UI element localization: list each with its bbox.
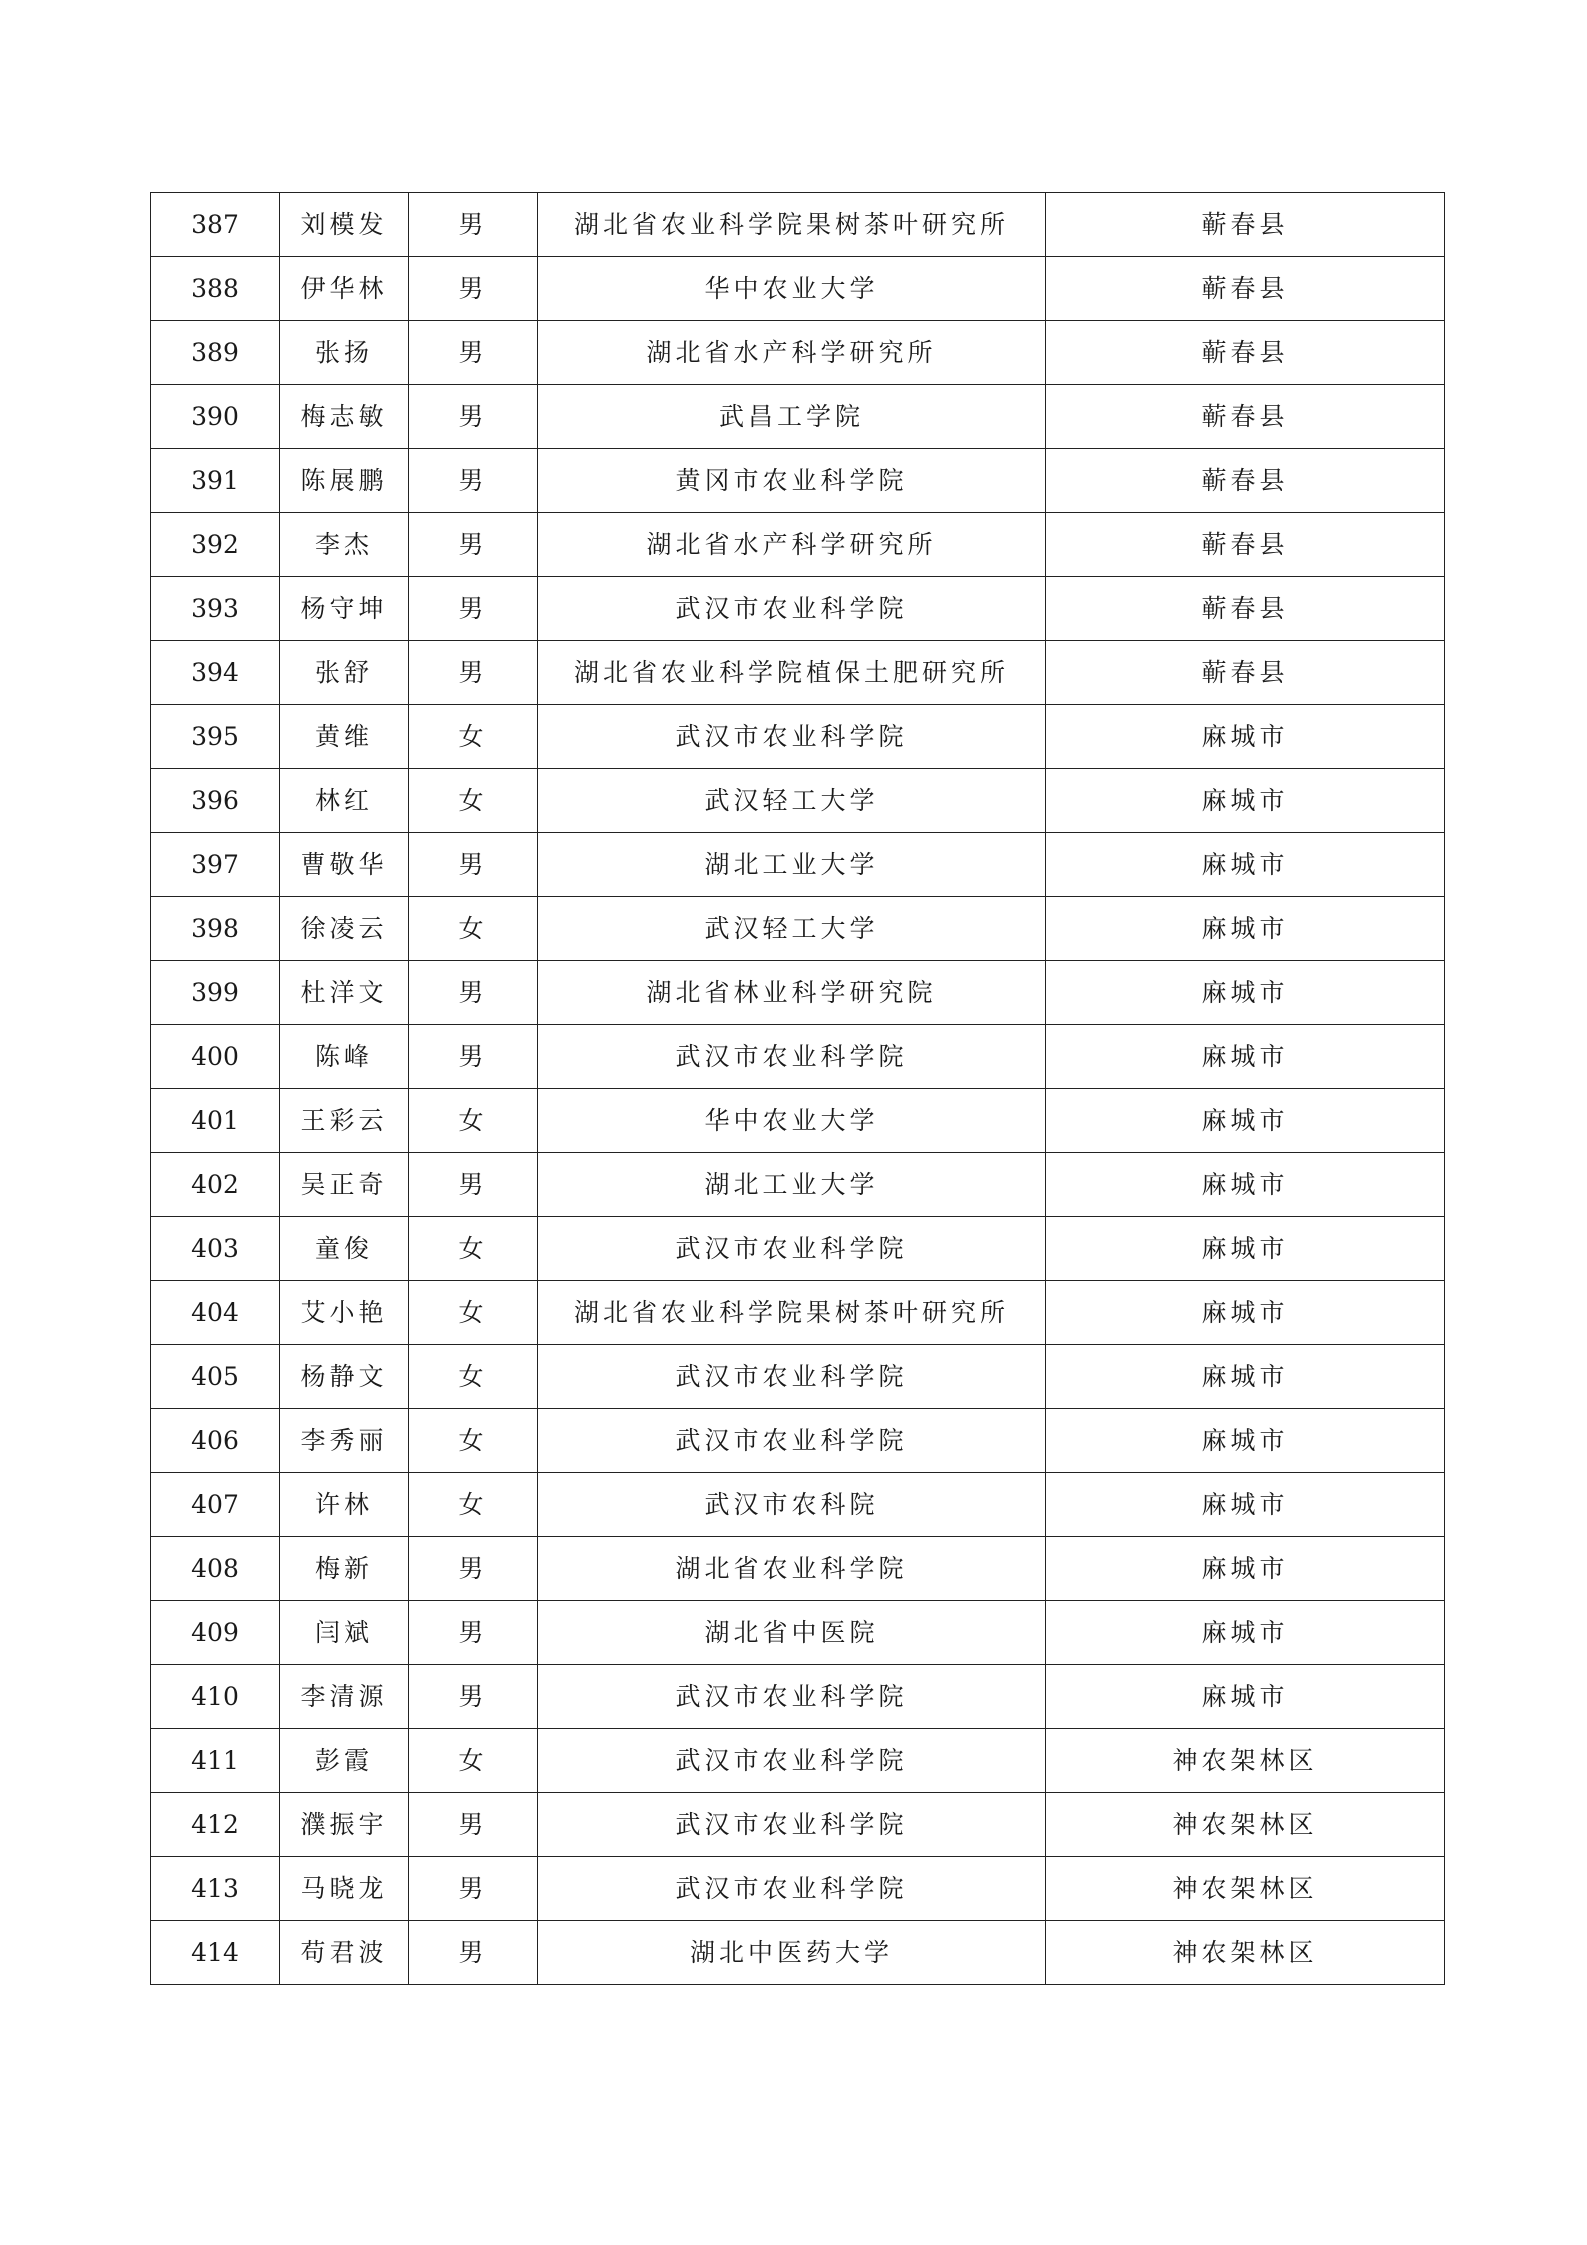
service-area-cell: 麻城市 — [1046, 1025, 1445, 1089]
work-unit-cell: 武汉市农业科学院 — [538, 1345, 1046, 1409]
serial-number-cell: 410 — [151, 1665, 280, 1729]
serial-number-cell: 398 — [151, 897, 280, 961]
table-row — [151, 513, 1445, 577]
table-row — [151, 449, 1445, 513]
service-area-cell: 麻城市 — [1046, 1153, 1445, 1217]
service-area-cell: 蕲春县 — [1046, 193, 1445, 257]
person-name-cell: 林红 — [280, 769, 409, 833]
person-name-cell: 杨静文 — [280, 1345, 409, 1409]
gender-cell: 男 — [409, 513, 538, 577]
serial-number-cell: 389 — [151, 321, 280, 385]
gender-cell: 男 — [409, 1857, 538, 1921]
person-name-cell: 艾小艳 — [280, 1281, 409, 1345]
person-name-cell: 伊华林 — [280, 257, 409, 321]
gender-cell: 男 — [409, 1665, 538, 1729]
service-area-cell: 神农架林区 — [1046, 1921, 1445, 1985]
person-name-cell: 陈峰 — [280, 1025, 409, 1089]
service-area-cell: 蕲春县 — [1046, 449, 1445, 513]
person-name-cell: 黄维 — [280, 705, 409, 769]
person-name-cell: 梅志敏 — [280, 385, 409, 449]
person-name-cell: 闫斌 — [280, 1601, 409, 1665]
work-unit-cell: 武汉轻工大学 — [538, 769, 1046, 833]
person-name-cell: 李杰 — [280, 513, 409, 577]
gender-cell: 男 — [409, 1921, 538, 1985]
person-name-cell: 张舒 — [280, 641, 409, 705]
person-name-cell: 陈展鹏 — [280, 449, 409, 513]
serial-number-cell: 413 — [151, 1857, 280, 1921]
service-area-cell: 神农架林区 — [1046, 1793, 1445, 1857]
service-area-cell: 麻城市 — [1046, 1537, 1445, 1601]
service-area-cell: 麻城市 — [1046, 1281, 1445, 1345]
table-row — [151, 385, 1445, 449]
work-unit-cell: 武昌工学院 — [538, 385, 1046, 449]
table-row — [151, 961, 1445, 1025]
table-row — [151, 577, 1445, 641]
table-row — [151, 193, 1445, 257]
gender-cell: 男 — [409, 1025, 538, 1089]
gender-cell: 女 — [409, 1473, 538, 1537]
gender-cell: 女 — [409, 1345, 538, 1409]
work-unit-cell: 湖北工业大学 — [538, 1153, 1046, 1217]
gender-cell: 女 — [409, 1217, 538, 1281]
table-row — [151, 897, 1445, 961]
serial-number-cell: 387 — [151, 193, 280, 257]
gender-cell: 女 — [409, 1729, 538, 1793]
serial-number-cell: 412 — [151, 1793, 280, 1857]
work-unit-cell: 华中农业大学 — [538, 1089, 1046, 1153]
serial-number-cell: 391 — [151, 449, 280, 513]
person-name-cell: 李秀丽 — [280, 1409, 409, 1473]
work-unit-cell: 湖北省水产科学研究所 — [538, 321, 1046, 385]
serial-number-cell: 404 — [151, 1281, 280, 1345]
gender-cell: 男 — [409, 577, 538, 641]
serial-number-cell: 394 — [151, 641, 280, 705]
person-name-cell: 张扬 — [280, 321, 409, 385]
serial-number-cell: 401 — [151, 1089, 280, 1153]
gender-cell: 男 — [409, 321, 538, 385]
table-row — [151, 1281, 1445, 1345]
table-row — [151, 1857, 1445, 1921]
serial-number-cell: 397 — [151, 833, 280, 897]
service-area-cell: 蕲春县 — [1046, 577, 1445, 641]
gender-cell: 男 — [409, 1153, 538, 1217]
gender-cell: 男 — [409, 641, 538, 705]
work-unit-cell: 湖北中医药大学 — [538, 1921, 1046, 1985]
person-name-cell: 苟君波 — [280, 1921, 409, 1985]
service-area-cell: 麻城市 — [1046, 1601, 1445, 1665]
service-area-cell: 神农架林区 — [1046, 1729, 1445, 1793]
gender-cell: 男 — [409, 833, 538, 897]
serial-number-cell: 388 — [151, 257, 280, 321]
service-area-cell: 蕲春县 — [1046, 641, 1445, 705]
service-area-cell: 神农架林区 — [1046, 1857, 1445, 1921]
gender-cell: 男 — [409, 1601, 538, 1665]
person-name-cell: 彭霞 — [280, 1729, 409, 1793]
table-row — [151, 321, 1445, 385]
roster-table — [150, 192, 1445, 1985]
work-unit-cell: 湖北省农业科学院 — [538, 1537, 1046, 1601]
person-name-cell: 童俊 — [280, 1217, 409, 1281]
serial-number-cell: 408 — [151, 1537, 280, 1601]
table-row — [151, 1601, 1445, 1665]
person-name-cell: 濮振宇 — [280, 1793, 409, 1857]
service-area-cell: 麻城市 — [1046, 705, 1445, 769]
table-row — [151, 1793, 1445, 1857]
serial-number-cell: 393 — [151, 577, 280, 641]
table-row — [151, 1537, 1445, 1601]
table-row — [151, 1217, 1445, 1281]
service-area-cell: 蕲春县 — [1046, 385, 1445, 449]
table-row — [151, 1921, 1445, 1985]
work-unit-cell: 武汉市农科院 — [538, 1473, 1046, 1537]
roster-table-body — [151, 193, 1445, 1985]
table-row — [151, 1473, 1445, 1537]
gender-cell: 女 — [409, 1089, 538, 1153]
serial-number-cell: 406 — [151, 1409, 280, 1473]
service-area-cell: 蕲春县 — [1046, 257, 1445, 321]
work-unit-cell: 武汉市农业科学院 — [538, 577, 1046, 641]
table-row — [151, 641, 1445, 705]
serial-number-cell: 403 — [151, 1217, 280, 1281]
gender-cell: 女 — [409, 1409, 538, 1473]
table-row — [151, 1729, 1445, 1793]
gender-cell: 女 — [409, 769, 538, 833]
service-area-cell: 麻城市 — [1046, 1089, 1445, 1153]
work-unit-cell: 湖北省农业科学院植保土肥研究所 — [538, 641, 1046, 705]
serial-number-cell: 402 — [151, 1153, 280, 1217]
person-name-cell: 吴正奇 — [280, 1153, 409, 1217]
table-row — [151, 1089, 1445, 1153]
gender-cell: 男 — [409, 961, 538, 1025]
gender-cell: 女 — [409, 897, 538, 961]
work-unit-cell: 湖北省水产科学研究所 — [538, 513, 1046, 577]
work-unit-cell: 武汉市农业科学院 — [538, 1409, 1046, 1473]
work-unit-cell: 武汉市农业科学院 — [538, 1025, 1046, 1089]
serial-number-cell: 405 — [151, 1345, 280, 1409]
gender-cell: 男 — [409, 1793, 538, 1857]
service-area-cell: 麻城市 — [1046, 1217, 1445, 1281]
table-row — [151, 1153, 1445, 1217]
work-unit-cell: 武汉市农业科学院 — [538, 1857, 1046, 1921]
gender-cell: 男 — [409, 1537, 538, 1601]
work-unit-cell: 武汉市农业科学院 — [538, 1665, 1046, 1729]
work-unit-cell: 湖北省林业科学研究院 — [538, 961, 1046, 1025]
serial-number-cell: 395 — [151, 705, 280, 769]
service-area-cell: 麻城市 — [1046, 961, 1445, 1025]
work-unit-cell: 黄冈市农业科学院 — [538, 449, 1046, 513]
person-name-cell: 杜洋文 — [280, 961, 409, 1025]
work-unit-cell: 武汉市农业科学院 — [538, 1217, 1046, 1281]
serial-number-cell: 407 — [151, 1473, 280, 1537]
serial-number-cell: 392 — [151, 513, 280, 577]
service-area-cell: 麻城市 — [1046, 1473, 1445, 1537]
work-unit-cell: 武汉市农业科学院 — [538, 705, 1046, 769]
serial-number-cell: 414 — [151, 1921, 280, 1985]
service-area-cell: 蕲春县 — [1046, 513, 1445, 577]
table-row — [151, 833, 1445, 897]
person-name-cell: 刘模发 — [280, 193, 409, 257]
work-unit-cell: 湖北工业大学 — [538, 833, 1046, 897]
work-unit-cell: 华中农业大学 — [538, 257, 1046, 321]
gender-cell: 女 — [409, 705, 538, 769]
gender-cell: 男 — [409, 385, 538, 449]
table-row — [151, 1409, 1445, 1473]
serial-number-cell: 411 — [151, 1729, 280, 1793]
table-row — [151, 257, 1445, 321]
service-area-cell: 麻城市 — [1046, 1345, 1445, 1409]
person-name-cell: 马晓龙 — [280, 1857, 409, 1921]
service-area-cell: 麻城市 — [1046, 897, 1445, 961]
work-unit-cell: 湖北省农业科学院果树茶叶研究所 — [538, 193, 1046, 257]
person-name-cell: 曹敬华 — [280, 833, 409, 897]
serial-number-cell: 409 — [151, 1601, 280, 1665]
work-unit-cell: 湖北省中医院 — [538, 1601, 1046, 1665]
work-unit-cell: 武汉市农业科学院 — [538, 1729, 1046, 1793]
table-row — [151, 1025, 1445, 1089]
service-area-cell: 蕲春县 — [1046, 321, 1445, 385]
gender-cell: 女 — [409, 1281, 538, 1345]
serial-number-cell: 390 — [151, 385, 280, 449]
service-area-cell: 麻城市 — [1046, 833, 1445, 897]
table-row — [151, 1665, 1445, 1729]
table-row — [151, 769, 1445, 833]
serial-number-cell: 400 — [151, 1025, 280, 1089]
gender-cell: 男 — [409, 449, 538, 513]
service-area-cell: 麻城市 — [1046, 769, 1445, 833]
gender-cell: 男 — [409, 193, 538, 257]
serial-number-cell: 396 — [151, 769, 280, 833]
table-row — [151, 1345, 1445, 1409]
person-name-cell: 许林 — [280, 1473, 409, 1537]
work-unit-cell: 武汉轻工大学 — [538, 897, 1046, 961]
serial-number-cell: 399 — [151, 961, 280, 1025]
person-name-cell: 梅新 — [280, 1537, 409, 1601]
service-area-cell: 麻城市 — [1046, 1665, 1445, 1729]
work-unit-cell: 湖北省农业科学院果树茶叶研究所 — [538, 1281, 1046, 1345]
person-name-cell: 徐凌云 — [280, 897, 409, 961]
table-row — [151, 705, 1445, 769]
person-name-cell: 杨守坤 — [280, 577, 409, 641]
gender-cell: 男 — [409, 257, 538, 321]
person-name-cell: 李清源 — [280, 1665, 409, 1729]
person-name-cell: 王彩云 — [280, 1089, 409, 1153]
service-area-cell: 麻城市 — [1046, 1409, 1445, 1473]
work-unit-cell: 武汉市农业科学院 — [538, 1793, 1046, 1857]
